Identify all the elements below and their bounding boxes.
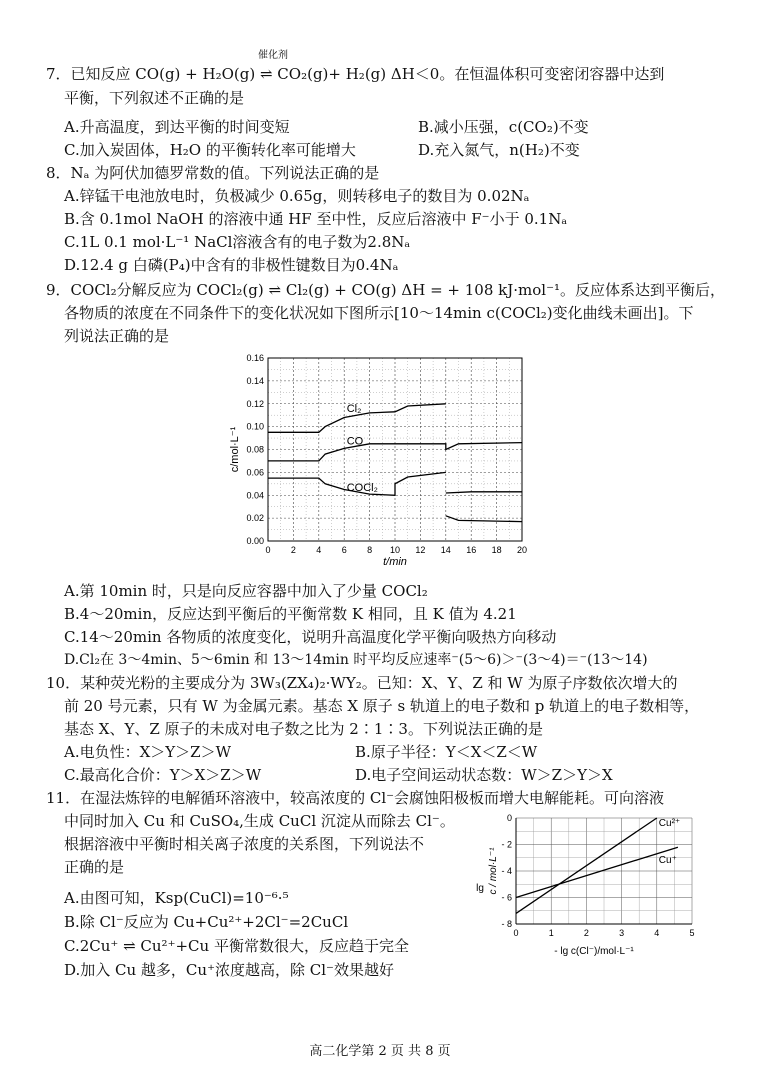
q11-line1: 11．在湿法炼锌的电解循环溶液中，较高浓度的 Cl⁻会腐蚀阳极板而增大电解能耗。可向溶液 [46,789,665,807]
q11-option-b: B.除 Cl⁻反应为 Cu+Cu²⁺+2Cl⁻=2CuCl [64,913,349,931]
q9-option-a: A.第 10min 时，只是向反应容器中加入了少量 COCl₂ [64,582,428,600]
q8-line1: 8．Nₐ 为阿伏加德罗常数的值。下列说法正确的是 [46,164,380,182]
x-axis-label: t/min [383,556,407,568]
series-label-cu1: Cu⁺ [658,855,677,867]
q11-option-d: D.加入 Cu 越多，Cu⁺浓度越高，除 Cl⁻效果越好 [64,961,394,979]
series-label-cu2: Cu²⁺ [658,817,681,829]
q10-line1: 10．某种荧光粉的主要成分为 3W₃(ZX₄)₂·WY₂。已知：X、Y、Z 和 W 为原子序数依次增大的 [46,674,678,692]
q9-option-c: C.14～20min 各物质的浓度变化，说明升高温度化学平衡向吸热方向移动 [64,628,557,646]
series-label-cocl2: COCl₂ [346,482,378,495]
y-tick-label: - 6 [501,892,512,903]
series-label-co: CO [346,435,364,448]
x-tick-label: 16 [466,545,477,555]
y-tick-label: 0.04 [246,490,264,501]
series-line [446,516,522,522]
x-tick-label: 3 [619,928,625,938]
y-tick-label: 0.06 [246,467,264,478]
q9-line1: 9．COCl₂分解反应为 COCl₂(g) ⇌ Cl₂(g) + CO(g) ΔH = + 108 kJ·mol⁻¹。反应体系达到平衡后， [46,281,726,299]
series-label-cl2: Cl₂ [346,402,362,415]
y-tick-label: 0.16 [246,353,264,363]
x-tick-label: 5 [689,928,695,938]
q10-line2: 前 20 号元素，只有 W 为金属元素。基态 X 原子 s 轨道上的电子数和 p 轨道上的电子数相等， [64,697,700,715]
catalyst-label: 催化剂 [258,50,288,61]
x-tick-label: 2 [290,545,296,555]
q7-option-b: B.减小压强，c(CO₂)不变 [418,118,589,136]
q10-option-a: A.电负性：X＞Y＞Z＞W [64,743,232,761]
q9-option-d: D.Cl₂在 3～4min、5～6min 和 13～14min 时平均反应速率⁻(5～6)＞⁻(3～4)＝⁻(13～14) [64,652,648,668]
concentration-time-chart [226,350,536,575]
x-tick-label: 8 [367,545,373,555]
q11-line3: 根据溶液中平衡时相关离子浓度的关系图，下列说法不 [64,835,425,853]
y-axis-label-lg: lg [476,883,484,894]
q7-option-d: D.充入氮气，n(H₂)不变 [418,141,580,159]
x-tick-label: 18 [491,545,502,555]
y-tick-label: 0.00 [246,536,264,546]
q11-option-a: A.由图可知，Ksp(CuCl)=10⁻⁶·⁵ [64,889,289,907]
q9-option-b: B.4～20min，反应达到平衡后的平衡常数 K 相同，且 K 值为 4.21 [64,605,517,623]
y-tick-label: 0.02 [246,513,264,524]
x-tick-label: 6 [341,545,347,555]
y-tick-label: 0 [506,813,512,823]
x-tick-label: 0 [265,545,271,555]
y-axis-label: c / mol·L⁻¹ [488,847,499,895]
q8-option-a: A.锌锰干电池放电时，负极减少 0.65g，则转移电子的数目为 0.02Nₐ [64,187,530,205]
y-tick-label: 0.12 [246,398,264,409]
q8-option-b: B.含 0.1mol NaOH 的溶液中通 HF 至中性，反应后溶液中 F⁻小于 0.1Nₐ [64,210,568,228]
q11-option-c: C.2Cu⁺ ⇌ Cu²⁺+Cu 平衡常数很大，反应趋于完全 [64,937,409,955]
q10-option-b: B.原子半径：Y＜X＜Z＜W [355,743,538,761]
y-tick-label: - 2 [501,839,512,850]
y-tick-label: - 8 [501,919,512,929]
q8-option-c: C.1L 0.1 mol·L⁻¹ NaCl溶液含有的电子数为2.8Nₐ [64,233,411,251]
q7-option-a: A.升高温度，到达平衡的时间变短 [64,118,290,136]
x-tick-label: 20 [516,545,528,555]
x-tick-label: 4 [654,928,660,938]
y-tick-label: 0.14 [246,375,264,386]
page-footer: 高二化学第 2 页 共 8 页 [309,1044,451,1059]
series-line [446,492,522,493]
y-tick-label: 0.08 [246,444,264,455]
q9-line2: 各物质的浓度在不同条件下的变化状况如下图所示[10～14min c(COCl₂)变化曲线未画出]。下 [64,304,694,322]
q10-option-c: C.最高化合价：Y＞X＞Z＞W [64,766,262,784]
series-line [516,847,678,897]
x-tick-label: 1 [548,928,554,938]
q7-line1: 7．已知反应 CO(g) + H₂O(g) ⇌ CO₂(g)+ H₂(g) ΔH＜0。在恒温体积可变密闭容器中达到 [46,65,665,83]
x-tick-label: 14 [440,545,451,555]
q11-line2: 中同时加入 Cu 和 CuSO₄,生成 CuCl 沉淀从而除去 Cl⁻。 [64,812,455,830]
x-axis-label: - lg c(Cl⁻)/mol·L⁻¹ [554,946,634,957]
x-tick-label: 2 [583,928,589,938]
q7-line2: 平衡，下列叙述不正确的是 [64,89,245,107]
x-tick-label: 10 [389,545,401,555]
y-tick-label: 0.10 [246,421,264,432]
y-tick-label: - 4 [501,866,512,876]
q9-line3: 列说法正确的是 [64,327,170,345]
q10-option-d: D.电子空间运动状态数：W＞Z＞Y＞X [355,766,613,784]
ion-concentration-chart [466,808,706,980]
x-tick-label: 4 [316,545,322,555]
y-axis-label: c/mol·L⁻¹ [229,426,241,473]
q11-line4: 正确的是 [64,858,125,876]
x-tick-label: 12 [415,545,426,555]
q7-option-c: C.加入炭固体，H₂O 的平衡转化率可能增大 [64,141,356,159]
x-tick-label: 0 [513,928,519,938]
q10-line3: 基态 X、Y、Z 原子的未成对电子数之比为 2∶1∶3。下列说法正确的是 [64,720,543,738]
q8-option-d: D.12.4 g 白磷(P₄)中含有的非极性键数目为0.4Nₐ [64,256,399,274]
